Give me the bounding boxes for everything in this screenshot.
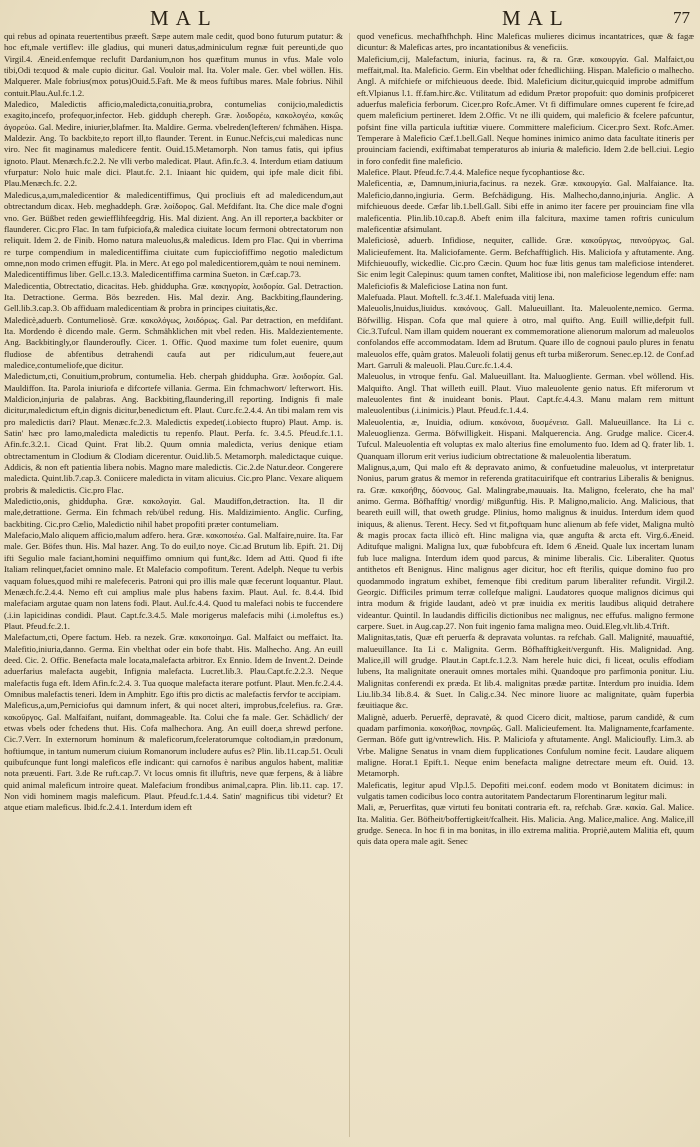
entry-paragraph: Malefice. Plaut. Pfeud.fc.7.4.4. Malefice neque fycophantiose &c. [357, 167, 585, 178]
entry-paragraph: Maleficiosè, aduerb. Infidiose, nequiter, callide. Græ. κακοῦργως, πανούργως. Gal. Malicieufement. Ita. Maliciofamente. Germ. Befchafftiglich. His. Maliciofa y aftutamente. Ang. Mifchieuoufly, wickedlie. Cic.pro Cæcin. Quum hoc fuæ litis genus tam maleficiose intenderet. Sic enim legit Calepinus: quum tamen conftet, Malitiose ibi, non maleficiose legendum effe: nam Maleficiofis & Maleficiose Latina non funt. [357, 235, 694, 291]
entry-paragraph: Malefacio,Malo aliquem afficio,malum adfero. hera. Græ. κακοποιέω. Gal. Malfaire,nuire. Ita. Far male. Ger. Böfes thun. His. Mal hazer. Ang. To do euil,to noye. Cic.ad Brutum lib. Epift. 21. Dij ifti Segulio male faciant,homini nequiffimo omnium qui funt,&c. Idem ad Atti. Quod fi ifte Italiam relinquet,faciet omnino male. Et Malefacio compofitum. Terent. Adelph. Neque tu verbis vaquam folues,quod mihi re malefeceris. Patroni qui pro illis male quæ fecerunt loquantur. Plaut. Menæch.fc.2.4.4. Nemo eft cui amplius male plus habens faxim. Plaut. Aul. fc. 8.4.4. Ibid malefaciam argutae quam non latens fodi. Plaut. Aul.fc.4.4. Quod tu malefaci nobis te fuccendere (.i.in lapicidinas condidi. Plaut. Capt.fc.3.4.5. Male morigerus malefacis mihi (.i.moleftus es.) Plaut. Pfeud.fc.2.1. [4, 530, 343, 631]
entry-paragraph: Malignus,a,um, Qui malo eft & depravato animo, & confuetudine maleuolus, vt interpretatur Nonius, parum gratus & memor in referenda gratitacuirifque eft contrarius Liberalis & benignus. ra. Græ. κακοήθης, δύσνους. Gal. Malingrabe,mauuais. Ita. Maligno, fcelerato, che ha mal' animo. Germa. Böfhafftig/ vnordig/ mißgunftig. His. P. Maligno,malicio. Ang. Malicious, that beareth euill will, that oweth grudge. Plinius, homo malignus & inuidus. Interdum idem quod iniquus, & alienus. Terent. Hecy. Sed vt fit,poftquam hunc alienum ab fefe videt, Maligna multò & magis procax facta illicò eft. Hinc maligna via, quæ angufta & arcta eft. Virg.6.Æneid. Aditufque maligni. Maligna lux, quæ fubobfcura eft. Idem 6 Æneid. Quale lux incertam lunam fub luce maligna. Interdum idem quod parcus, & minime liberalis. Cic. Liberaliter. Quotus antithetos eft Benignus. Hinc malignus ager dicitur, hoc eft fterilis, quique domino fuo pro quodammodo ingratum exhibet, femenque fibi creditum parum liberaliter refundit. Virgil.2. Georgic. Difficiles primum terræ collefque maligni. Laudatores quoque malignos dicimus qui intra modum & frigide laudant, adeò vt præ inuidia ex meritis laudibus aliquid detrahere videantur. Quintil. In laudandis difficilis dictionibus nec malignus, nec effufus. maligno fermone carpere. Suet. in Aug.cap.27. Non fuit ingenio fama maligna meo. Ouid.Eleg.vlt.lib.4.Trift. [357, 462, 694, 631]
entry-paragraph: Maledicus,a,um,maledicentior & maledicentiffimus, Qui procliuis eft ad maledicendum,aut obtrectandum dicax. Heb. meghaddeph. Græ. λοίδορος. Gal. Mefdifant. Ita. Che dice male d'ogni vno. Ger. Büßbet reden gewiefflihfeegdrig. His. Mal dizient. Ang. An ill reporter,a backbiter or flaunderer. Cic.pro Flac. In tam fufpiciofa,& maledica ciuitate locum fermoni obtrectatorum non reliquit. Idem 2. de Finib. Homo natura maleuolus,& maledicus. Idem pro Flac. Qui in vberrima re turpe compendium in maledicentiffima ciuitate cum fupicciofiffimo negotio maledictum omne,non modo crimen effugit. Pla. in Merc. At ego pol maledicentiorem,quàm te noui neminem. [4, 189, 343, 268]
running-head-left: MAL [150, 6, 218, 30]
entry-paragraph: Mali, æ, Peruerfitas, quæ virtuti feu bonitati contraria eft. ra, refchab. Græ. κακία. Gal. Malice. Ita. Malitia. Ger. Böfheit/boffertigkeit/fcalheit. His. Malicia. Ang. Malice,malice. Ang. Malice,ill grudge. Seneca. In hoc fi in ma bonitas, in illo extrema malitia. Propriè,autem Malitia eft, quum quis data opera male agit. Senec [357, 802, 694, 847]
entry-paragraph: Malignè, aduerb. Peruerfè, depravatè, & quod Cicero dicit, maltiose, parum candidè, & cum quadam parfimonia. κακοήθως, πονηρῶς. Gall. Malicieufement. Ita. Malignamente,fcarfamente. German. Böfe gutt ig/vntrewlich. His. P. Maliciofa y aftutamente. Angl. Malicioufly. Lim.3. ab Vrbe. Maligne Senatus in vnam diem fupplicationes Confulum nomine fecit. Laudare aliquem maligne. Horat.1 Epift.1. Neque enim benefacta maligne detrectare meum eft. Ouid. 13. Metamorph. [357, 711, 694, 779]
entry-paragraph: Maleuolis,lnuidus,liuidus. κακόνους. Gall. Malueuillant. Ita. Maleuolente,nemico. Germa. Böfwillig. Hispan. Cofa que mal quiere à otro, mal quifto. Ang. Euill willie,defpit full. Cic.3.Tufcul. Nam illam quidem nouerant ex commemoratione alienorum malorum ad maleuolos confolandos effe accommodatam. Idem ad Brutum. Quare illo de cognoui paulo plures in fenatu maleuolos effe, quàm gratos. Maleuoli folatij genus eft turba mißerorum. Senec.ep.12. de Conf.ad Mart. Garruli & maleuoli. Plau.Curc.fc.1.4.4. [357, 303, 694, 370]
entry-paragraph: Maledicentiffimus liber. Gell.c.13.3. Maledicentiffima carmina Sueton. in Cæf.cap.73. [4, 269, 302, 280]
entry-paragraph: Maledicentia, Obtrectatio, dicacitas. Heb. ghiddupha. Græ. κακηγορία, λοιδορία. Gal. Detraction. Ita. Detractione. Germa. Bös bezreden. His. Mal dezir. Ang. Backbiting,flaundering. Gell.lib.3.cap.3. Ob affiduam maledicentiam & probra in principes ciuitatis,&c. [4, 280, 343, 314]
left-column [4, 31, 343, 1139]
column-divider [349, 33, 350, 1137]
entry-paragraph: qui rebus ad opinata reuertentibus præeft. Sæpe autem male cedit, quod bono futurum putatur: & hoc eft,male vertiflev: ille gladius, qui muneri datus,adminiculum regnæ fuit pereunti,de quo Virgil.4. Æneid.enfemque reclufit Dardanium,non hos quæfitum munus in vfus. Male volo tibi,Odi te:quod & male cupio dicitur. Gal. Vouloir mal. Ita. Voler male. Ger. vbel wöllen. His. Malquerer. Male fobrius(mox potus)Ouid.5.Faft. Me & meos fuftibus mares. Male fobrius. Nihil contuit.Plau.Aul.fc.1.2. [4, 31, 343, 98]
running-head-right: MAL [502, 6, 570, 30]
entry-paragraph: Maleuolus, in vtroque fenfu. Gal. Malueuillant. Ita. Maluogliente. German. vbel wöllend. His. Malquifto. Angl. That willeth euill. Plaut. Viuo maleuolente genio natus. Eft miferorum vt maleuolentes fint & inuideant bonis. Plaut. Capt.fc.4.4.3. Manu malam rem mittunt maleuolentibus (.i.inimicis.) Plaut. Pfeud.fc.1.4.4. [357, 371, 694, 416]
entry-paragraph: Maleficium,cij, Malefactum, iniuria, facinus. ra, & ra. Græ. κακουργία. Gal. Malfaict,ou meffait,mal. Ita. Maleficio. Germ. Ein vbelthat oder fchedlichiing. Hispan. Maleficio o malhecho. Angl. A mifchiefe or mifchieuous deede. Ibid. Maleficium dicitur,quicquid improbe admiffum eft.Vlpianus l.1. ff.fam.hirc.&c. Vtilitatum ad edidum Prætor propofuit: quo dominis profpiceret aduerfus maleficia ferborum. Cicer.pro Rofc.Amer. Vt fi diffimulare omnes cuperent fe fcire,ad quem maleficium pertineret. Idem 2.Offic. Vt ne illi quidem, qui maleficio & fcelere pafcuntur, pofsint fine villa particula iuftitiæ viuere. Committere maleficium. Cicer.pro Sext. Rofc.Amer. Temperare à Maleficio Cæf.1.bell.Gall. Neque homines inimico animo data facultate itineris per prouinciam faciendi, exiftimabat temperaturos ab iniuria & maleficio. Idem 2.de bell.ciui. Legio in foro confedit fine maleficio. [357, 53, 694, 166]
entry-paragraph: Maledictio,onis, ghiddupha. Græ. κακολογία. Gal. Maudiffon,detraction. Ita. Il dir male,detrattione. Germa. Ein fchmach reb/übel redung. His. Maldizimiento. Anglic. Curfing, backbiting. Cic.pro Cælio, Maledictio nihil habet propofiti præter contumeliam. [4, 496, 343, 529]
entry-paragraph: Maleficatis, legitur apud Vlp.l.5. Depofiti mei.conf. eodem modo vt Bonitatem dicimus: in vulgatis tamen codicibus loco contra autoritatem Pandectarum Florentinarum legitur mali. [357, 779, 694, 802]
running-head [0, 6, 700, 34]
entry-paragraph: Malefuada. Plaut. Moftell. fc.3.4f.1. Malefuada vitij lena. [357, 291, 555, 302]
entry-paragraph: quod veneficus. mechafhfhchph. Hinc Maleficas mulieres dicimus incantatrices, quæ & fagæ dicuntur: & Maleficas artes, pro incantationibus & veneficiis. [357, 31, 694, 53]
entry-paragraph: Maledicè,aduerb. Contumeliosè. Græ. κακολόγως, λοιδόρως. Gal. Par detraction, en mefdifant. Ita. Mordendo è dicendo male. Germ. Schmähklichen mit vbel reden. His. Maldezientemente. Ang. Backbitingly,or flaunderoufly. Cicer. 1. Offic. Quod maxime tum folet euenire, quum fludiose de abfentibus detrahendi caufa aut per ridiculum,aut feuere,aut maledice,contumeliofe,que dicitur. [4, 314, 343, 370]
entry-paragraph: Malignitas,tatis, Quæ eft peruerfa & depravata voluntas. ra refchab. Gall. Malignité, mauuaftié, malueuillance. Ita Li c. Malignita. Germ. Böfhafftigkeit/vergunft. His. Malignidad. Ang. Malice,ill will grudge. Plaut.in Capt.fc.1.2.3. Nam herele huic dici, fi liceat, oculis effodiam lubens, Ita malignitate onerauit omnes mortales mihi. Quandoque pro parfimonia ponitur. Liu. Malignitas conferendi ex præda. Et lib.4. malignitas prædæ partitæ. Interdum pro inuidia. Idem Liu.lib.34 lib.8.4. & Suet. In Calig.c.34. Nec minore liuore ac malignitate, quàm fuperbia fæuitiaque &c. [357, 632, 694, 711]
entry-paragraph: Malefactum,cti, Opere factum. Heb. ra nezek. Græ. κακοποίημα. Gal. Malfaict ou meffaict. Ita. Malefitio,iniuria,danno. Germa. Ein vbelthat oder ein bofe thabt. His. Malhecho. Ang. An euill deed. Cic. 2. Offic. Benefacta male locata,malefacta arbitror. Ex Ennio. Idem de Invent.2. Deinde aduerfarius malefacta augebit, Infignia malefacta. Lucret.lib.3. Plau.Capt.fc.2.2.3. Neque malefactis fuga eft. Idem Afin.fc.2.4. 3. Tua quoque malefacta iterare potfunt. Plaut. Men.fc.2.4.4. Omnibus malefactis teneri. Idem in Amphitr. Ego iftis pro dictis ac malefactis fervfor te accipiam. [4, 632, 343, 699]
entry-paragraph: Maledictum,cti, Conuitium,probrum, contumelia. Heb. cherpah ghiddupha. Græ. λοιδορία. Gal. Mauldiffon. Ita. Parola iniuriofa e difcortefe villania. Germa. Ein fchmachwort/ lefterwort. His. Maldicion,injuria de palabras. Ang. Backbiting,flaundering,ill reporting. Indignis fi male dicitur,maledictum eft,in dignis dicitur,benedictum eft. Plaut. Curc.fc.2.4.4. An tibi malam rem vis pro maledictis dari? Plaut. Menæc.fc.2.3. Maledictis expedet(.i.obiecto ftupro) Plaut. Amp. is. Satin' hæc pro lamo,maledicta maledictis tu repenfo. Plaut. Perfa. fc. 3.4.5. Pfeud.fc.1.1. Afin.fc.3.2.1. Cicad Quint. Frat lib.2. Quum omnia maledicta, verius denique etiam obtrectamentum in Clodium & Clodiam dicerentur. Ouid.lib.5. Metamorph. maledictaque cuique. Addicis, & non eft patientia libera nobis. Magno mare maledictis. Cic.2.de Natur.deor. Congerere maledicta. Quint.lib.7.cap.3. Coniicere maledicta in vitam alicuius. Cic.pro Planc. Vexare aliquem probris & maledictis. Cic.pro Flac. [4, 371, 343, 495]
entry-paragraph: Maleficentia, æ, Damnum,iniuria,facinus. ra nezek. Græ. κακουργία. Gal. Malfaiance. Ita. Maleficio,danno,ingiuria. Germ. Befchädigung. His. Malhecho,danno,injuria. Anglic. A mifchieuous deede. Cæfar lib.1.bell.Gall. Sibi effe in animo iter facere per prouinciam fine vlla maleficentia. Plin.lib.10.cap.8. Abeft enim illa falcitura, maxime tamen roftris cuniculum maleficentiæ afsimulant. [357, 178, 694, 234]
page-number: 77 [673, 8, 690, 27]
right-column [357, 31, 694, 1139]
entry-paragraph: Maleuolentia, æ, Inuidia, odium. κακόνοια, δυσμένεια. Gall. Malueuillance. Ita Li c. Maleuoglienza. Germa. Böfwilligkeit. Hispani. Malquerencia. Ang. Grudge malice. Cicer.4. Tufcul. Maleuolentia eft voluptas ex malo alterius fine emolumento fuo. Idem ad Q. frater lib. 1. Quanquam illorum erit verius iudicium obtrectatione & maleuolentia liberatum. [357, 416, 694, 461]
entry-paragraph: Maleficus,a,um,Perniciofus qui damnum infert, & qui nocet alteri, improbus,fcelefius. ra. Græ. κακοῦργος. Gal. Malfaifant, nuifant, dommageable. Ita. Colui che fa male. Ger. Schädlich/ der etwas vbels oder fchedens thut. His. Cofa malhechora. Ang. An euill doer,a shrewd perfone. Cic.7.Verr. In externorum hominum & maleficorum,fceleratorumque coltodiam,in prædonum, hoftiumque, in tantum numerum ciuium Romanorum includere aufus es? Plin. lib.11.cap.51. Oculi quibufcunque funt longi maleficos efle indicant: qui carnofos è naribus angulos habent, malitiæ nota præuenti. Fart. 3.de Re ruft.cap.7. Vt locus omnis fit illuftris, neve quæ ferpens, & à liàbre quid animal maleficum introire queat. Malefacium frondibus animal,capra. Plin. lib.11. cap. 17. Non vidi hominem magis maleficum. Plaut. Pfeud.fc.1.4.4. Satin' magnificus tibi videtur? Et atque etiam maleficus. Ibid.fc.2.4.1. Interdum idem eft [4, 700, 343, 813]
entry-paragraph: Maledico, Maledictis afficio,maledicta,conuitia,probra, contumelias conijcio,maledictis exagito,incefo, profequor,infector. Heb. gidduph chereph. Græ. λοιδορέω, κακολογέω, κακῶς ἀγορεύω. Gal. Medire, iniurier,blafmer. Ita. Maldire. Germa. vbelreden(lefteren/ fchmähen. Hispa. Maldezir. Ang. To backbite,to report ill,to flaunder. Terent. in Eunuc.Nefcis,cui maledicas nunc viro. Nec fit maginamus maledicere fentit. Ouid.15.Metamorph. Non tamus fatis, qui ipfius ignoto. Plaut. Menæch.fc.2.2. Ne vlli verbo maledicat. Plaut. Afin.fc.3. 4. Interdum etiam datiuum vfurpatur: Nolo huic male dici. Plaut.fc. 2.1. Iniaant hic quidem, qui ipfe male dicit fibi. Plau.Menæch.fc. 2.2. [4, 99, 343, 189]
